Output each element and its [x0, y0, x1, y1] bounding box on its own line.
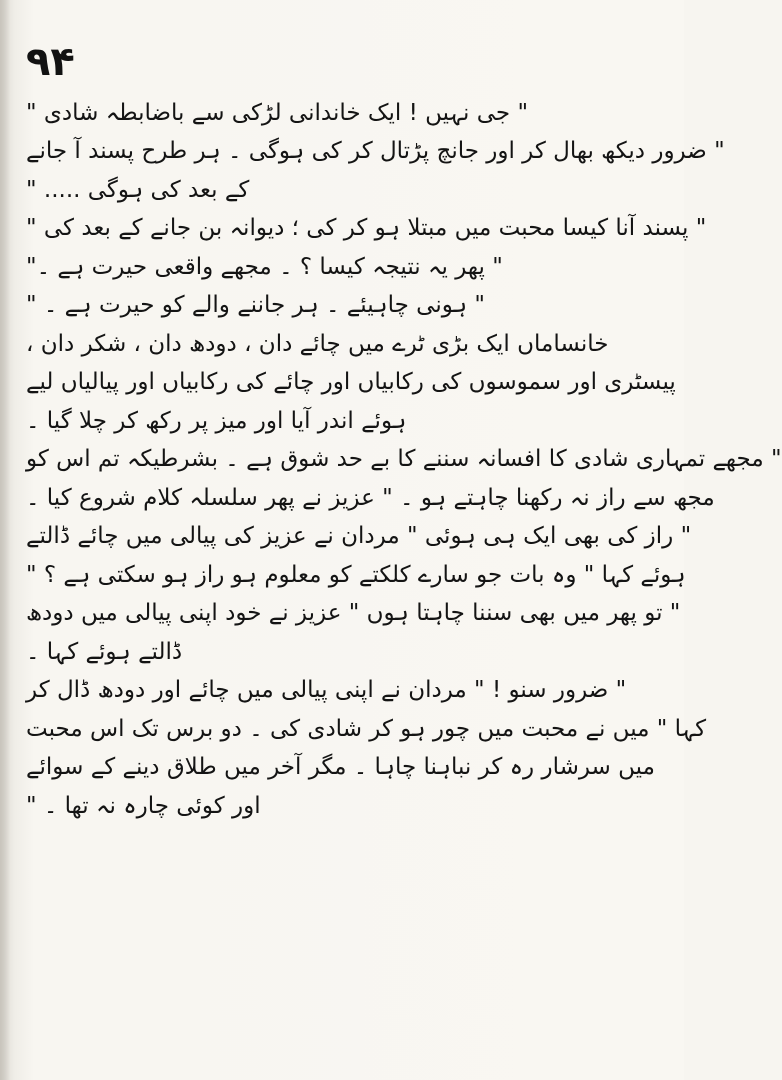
text-line-2: " ضرور دیکھ بھال کر اور جانچ پڑتال کر کی ہوگی ۔ ہر طرح پسند آ جانے	[26, 138, 725, 165]
text-line-4: " پسند آنا کیسا محبت میں مبتلا ہو کر کی ؛ دیوانہ بن جانے کے بعد کی "	[26, 215, 707, 242]
text-block	[26, 94, 782, 1034]
text-line-5: " پھر یہ نتیجہ کیسا ؟ ۔ مجھے واقعی حیرت ہے ۔"	[26, 253, 503, 280]
text-line-12: " راز کی بھی ایک ہی ہوئی " مردان نے عزیز کی پیالی میں چائے ڈالتے	[26, 523, 692, 550]
page-gutter-shadow	[0, 0, 10, 1080]
text-line-8: پیسٹری اور سموسوں کی رکابیاں اور چائے کی رکابیاں اور پیالیاں لیے	[26, 369, 676, 396]
text-line-16: " ضرور سنو ! " مردان نے اپنی پیالی میں چائے اور دودھ ڈال کر	[26, 677, 627, 704]
text-line-1: " جی نہیں ! ایک خاندانی لڑکی سے باضابطہ شادی "	[26, 99, 529, 126]
text-line-9: ہوئے اندر آیا اور میز پر رکھ کر چلا گیا ۔	[26, 407, 407, 434]
text-line-18: میں سرشار رہ کر نباہنا چاہا ۔ مگر آخر میں طلاق دینے کے سوائے	[26, 754, 655, 781]
text-line-11: مجھ سے راز نہ رکھنا چاہتے ہو ۔ " عزیز نے پھر سلسلہ کلام شروع کیا ۔	[26, 484, 715, 511]
text-line-13: ہوئے کہا " وہ بات جو سارے کلکتے کو معلوم ہو راز ہو سکتی ہے ؟ "	[26, 561, 686, 588]
text-line-10: " مجھے تمہاری شادی کا افسانہ سننے کا بے حد شوق ہے ۔ بشرطیکہ تم اس کو	[26, 446, 782, 473]
page-number: ۹۴	[26, 39, 75, 85]
text-line-7: خانساماں ایک بڑی ٹرے میں چائے دان ، دودھ دان ، شکر دان ،	[26, 330, 609, 357]
text-line-17: کہا " میں نے محبت میں چور ہو کر شادی کی ۔ دو برس تک اس محبت	[26, 715, 707, 742]
text-line-6: " ہونی چاہیئے ۔ ہر جاننے والے کو حیرت ہے ۔ "	[26, 292, 486, 319]
text-line-3: کے بعد کی ہوگی ..... "	[26, 176, 250, 203]
text-line-19: اور کوئی چارہ نہ تھا ۔ "	[26, 792, 261, 819]
text-line-14: " تو پھر میں بھی سننا چاہتا ہوں " عزیز نے خود اپنی پیالی میں دودھ	[26, 600, 681, 627]
text-line-15: ڈالتے ہوئے کہا ۔	[26, 638, 183, 665]
